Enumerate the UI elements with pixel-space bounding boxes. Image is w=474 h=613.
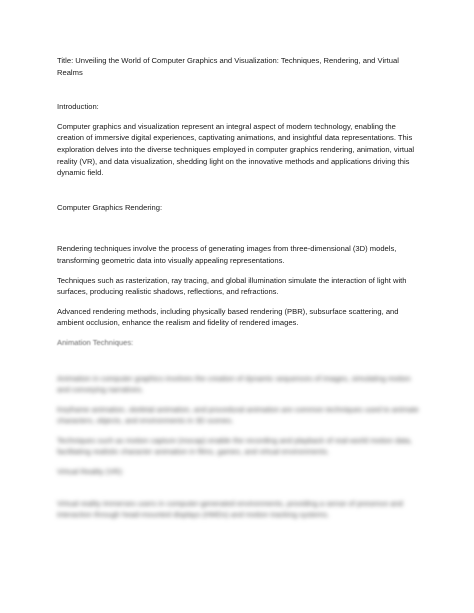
- blurred-paragraph: Techniques such as motion capture (mocap) enable the recording and playback of real-world motion data, facilitating realistic character animation in films, games, and virtual environments.: [57, 435, 412, 457]
- blurred-preview-section: [57, 373, 422, 521]
- rendering-paragraph: Techniques such as rasterization, ray tracing, and global illumination simulate the interaction of light with surfaces, producing realistic shadows, reflections, and refractions.: [57, 275, 407, 297]
- animation-heading: Animation Techniques:: [57, 337, 134, 347]
- rendering-heading: Computer Graphics Rendering:: [57, 202, 163, 212]
- introduction-paragraph: Computer graphics and visualization represent an integral aspect of modern technology, enabling the creation of immersive digital experiences, captivating animations, and insightful data representations. This exploration delves into the diverse techniques employed in computer graphics rendering, animation, virtual reality (VR), and data visualization, shedding light on the innovative methods and applications driving this dynamic field.: [57, 121, 415, 178]
- spacer: [57, 486, 422, 498]
- rendering-paragraph: Rendering techniques involve the process of generating images from three-dimensional (3D) models, transforming geometric data into visually appealing representations.: [57, 244, 397, 265]
- blurred-heading: Virtual Reality (VR):: [57, 467, 124, 477]
- document-content: [57, 55, 422, 529]
- rendering-paragraph: Advanced rendering methods, including physically based rendering (PBR), subsurface scattering, and ambient occlusion, enhance the realism and fidelity of rendered images.: [57, 306, 399, 328]
- blurred-paragraph: Keyframe animation, skeletal animation, and procedural animation are common techniques used to animate characters, objects, and environments in 3D scenes.: [57, 404, 419, 426]
- blurred-paragraph: Animation in computer graphics involves the creation of dynamic sequences of images, simulating motion and conveying narratives.: [57, 373, 411, 395]
- blurred-paragraph: Virtual reality immerses users in computer-generated environments, providing a sense of presence and interaction through head-mounted displays (HMDs) and motion tracking systems.: [57, 498, 403, 520]
- introduction-heading: Introduction:: [57, 102, 99, 112]
- document-title: Title: Unveiling the World of Computer Graphics and Visualization: Techniques, Rendering, and Virtual Realms: [57, 56, 399, 77]
